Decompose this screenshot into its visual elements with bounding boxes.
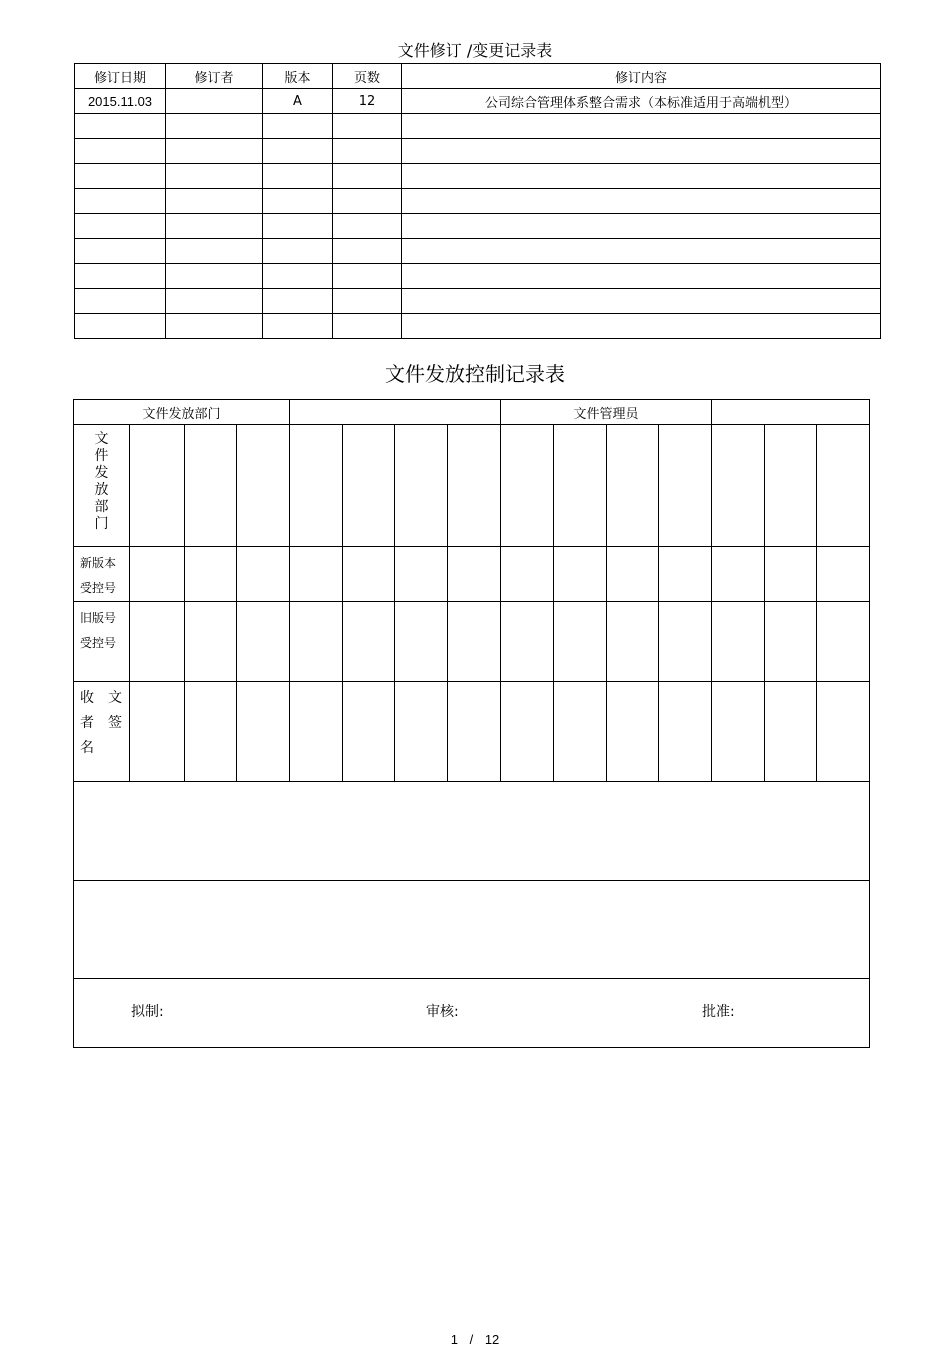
page-total: 12 [484,1332,500,1347]
revision-cell-version [263,314,333,339]
revision-cell-pages [333,314,402,339]
new-version-row [74,547,870,602]
signature-cell [765,682,817,782]
signature-cell [290,682,343,782]
revision-cell-reviser [166,289,263,314]
old-version-label: 旧版号 受控号 [74,602,130,682]
signature-cell [712,682,765,782]
signature-cell [185,682,237,782]
page-current: 1 [450,1332,458,1347]
old-version-cell [765,602,817,682]
dept-cell [395,425,448,547]
signature-label: 收 文 者 签 名 [74,682,130,782]
old-version-cell [448,602,501,682]
revision-cell-pages [333,214,402,239]
dept-cell [607,425,659,547]
revision-cell-content [402,289,881,314]
revision-cell-version [263,139,333,164]
revision-cell-date [75,214,166,239]
new-version-cell [130,547,185,602]
signature-cell [130,682,185,782]
revision-cell-version: A [263,89,333,114]
revision-cell-reviser [166,239,263,264]
revision-cell-version [263,239,333,264]
old-version-cell [659,602,712,682]
approval-cell [74,979,870,1048]
new-version-cell [501,547,554,602]
old-version-cell [395,602,448,682]
dept-cell [448,425,501,547]
blank-row-1 [74,782,870,881]
new-version-label: 新版本 受控号 [74,547,130,602]
approve-label: 批准: [702,1004,735,1020]
new-version-cell [765,547,817,602]
revision-cell-date [75,164,166,189]
approval-row [74,979,870,1048]
revision-cell-content [402,239,881,264]
revision-cell-reviser [166,189,263,214]
new-version-cell [659,547,712,602]
revision-row [75,314,881,339]
blank-cell-2 [74,881,870,979]
blank-cell-1 [74,782,870,881]
new-version-cell [395,547,448,602]
revision-cell-content [402,214,881,239]
revision-cell-pages [333,114,402,139]
revision-cell-pages [333,289,402,314]
dept-value [290,400,501,425]
revision-cell-pages [333,264,402,289]
revision-row [75,139,881,164]
revision-cell-version [263,114,333,139]
dept-label: 文件发放部门 [74,400,290,425]
header-version: 版本 [263,64,333,89]
dept-cell [554,425,607,547]
revision-cell-reviser [166,314,263,339]
revision-cell-reviser [166,89,263,114]
revision-cell-pages [333,164,402,189]
new-version-cell [237,547,290,602]
dept-cell [343,425,395,547]
new-version-cell [343,547,395,602]
header-revision-date: 修订日期 [75,64,166,89]
revision-cell-pages [333,189,402,214]
page-separator: / [469,1332,474,1347]
review-label: 审核: [426,1004,459,1020]
revision-cell-date [75,264,166,289]
revision-row [75,289,881,314]
revision-header-row [75,64,881,89]
signature-cell [501,682,554,782]
revision-cell-pages [333,139,402,164]
new-version-cell [554,547,607,602]
revision-row [75,264,881,289]
signature-cell [237,682,290,782]
dept-cell [237,425,290,547]
new-version-cell [607,547,659,602]
dept-cell [817,425,870,547]
revision-cell-content [402,164,881,189]
draft-label: 拟制: [131,1004,164,1020]
distribution-header-row [74,400,870,425]
signature-cell [554,682,607,782]
dept-cell [501,425,554,547]
signature-cell [817,682,870,782]
old-version-cell [237,602,290,682]
header-reviser: 修订者 [166,64,263,89]
signature-cell [448,682,501,782]
revision-cell-version [263,214,333,239]
old-version-cell [607,602,659,682]
revision-cell-date [75,314,166,339]
revision-cell-content: 公司综合管理体系整合需求（本标准适用于高端机型） [402,89,881,114]
revision-cell-version [263,189,333,214]
revision-cell-reviser [166,139,263,164]
revision-row [75,164,881,189]
old-version-row [74,602,870,682]
revision-row [75,189,881,214]
old-version-cell [343,602,395,682]
revision-cell-date: 2015.11.03 [75,89,166,114]
signature-row [74,682,870,782]
revision-cell-reviser [166,114,263,139]
signature-cell [659,682,712,782]
dept-cell [712,425,765,547]
dept-cell [659,425,712,547]
revision-cell-content [402,314,881,339]
revision-table [74,63,881,339]
distribution-table [73,399,870,1048]
revision-cell-content [402,264,881,289]
revision-row [75,114,881,139]
revision-row [75,89,881,114]
revision-cell-content [402,114,881,139]
revision-body [75,89,881,339]
revision-cell-pages [333,239,402,264]
new-version-cell [290,547,343,602]
header-pages: 页数 [333,64,402,89]
dept-cell [130,425,185,547]
revision-row [75,214,881,239]
dept-row [74,425,870,547]
dept-cell [765,425,817,547]
new-version-cell [448,547,501,602]
old-version-cell [501,602,554,682]
old-version-cell [185,602,237,682]
dept-vertical-label: 文 件 发 放 部 门 [74,425,130,547]
old-version-cell [817,602,870,682]
signature-cell [395,682,448,782]
header-revision-content: 修订内容 [402,64,881,89]
old-version-cell [130,602,185,682]
dept-cell [290,425,343,547]
revision-row [75,239,881,264]
revision-cell-reviser [166,264,263,289]
blank-row-2 [74,881,870,979]
admin-label: 文件管理员 [501,400,712,425]
new-version-cell [817,547,870,602]
signature-cell [343,682,395,782]
revision-cell-version [263,289,333,314]
revision-cell-reviser [166,214,263,239]
revision-cell-date [75,114,166,139]
revision-cell-date [75,239,166,264]
revision-cell-reviser [166,164,263,189]
revision-cell-pages: 12 [333,89,402,114]
revision-table-title: 文件修订 /变更记录表 [397,41,553,60]
new-version-cell [185,547,237,602]
revision-cell-date [75,139,166,164]
revision-cell-date [75,289,166,314]
distribution-table-title: 文件发放控制记录表 [385,362,565,386]
revision-cell-version [263,164,333,189]
old-version-cell [712,602,765,682]
revision-cell-content [402,189,881,214]
new-version-cell [712,547,765,602]
revision-cell-date [75,189,166,214]
revision-cell-content [402,139,881,164]
old-version-cell [290,602,343,682]
admin-value [712,400,870,425]
revision-cell-version [263,264,333,289]
old-version-cell [554,602,607,682]
signature-cell [607,682,659,782]
dept-cell [185,425,237,547]
